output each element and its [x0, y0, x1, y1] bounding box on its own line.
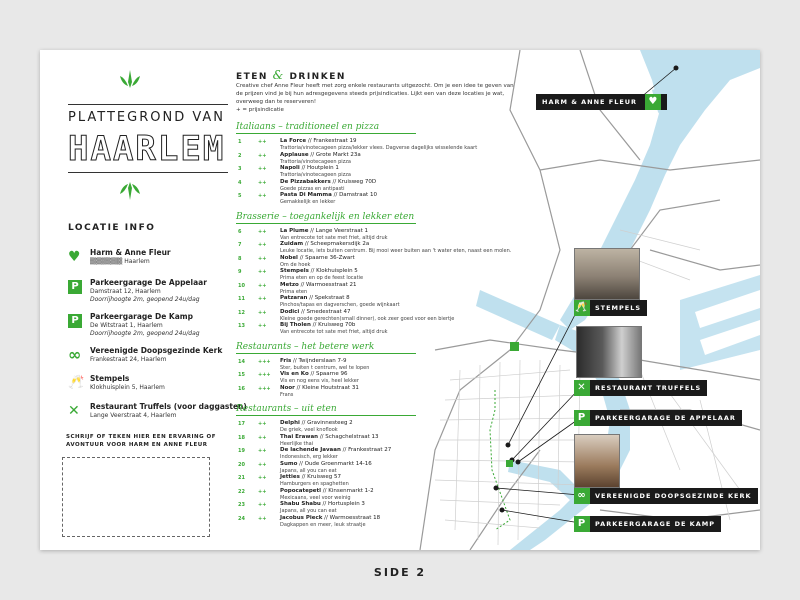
restaurant-name: Pasta Di Mamma — [280, 192, 332, 198]
restaurant-list — [236, 50, 526, 550]
parking-icon: P — [574, 410, 590, 426]
price-indicator: ++ — [258, 166, 267, 172]
location-name: Restaurant Truffels (voor daggasten) — [90, 402, 247, 411]
restaurant-name: Popocatepetl — [280, 487, 322, 494]
restaurant-number: 14 — [238, 358, 245, 365]
restaurant-row — [236, 322, 526, 336]
write-prompt: SCHRIJF OF TEKEN HIER EEN ERVARING OF AVONTUUR VOOR HARM EN ANNE FLEUR — [66, 434, 216, 448]
label-stempels[interactable] — [574, 300, 647, 316]
restaurant-address: // Kruisweg 70b — [312, 322, 356, 328]
restaurant-number: 16 — [238, 385, 245, 392]
restaurant-desc: Prima eten en op de feest locatie — [280, 275, 364, 281]
restaurant-number: 4 — [238, 179, 242, 186]
restaurant-number: 19 — [238, 448, 245, 454]
restaurant-address: // Hortusplein 3 — [322, 501, 365, 507]
restaurant-desc: Japans, all you can eat — [280, 508, 337, 514]
price-indicator: +++ — [258, 385, 271, 392]
restaurant-name: Noor — [280, 384, 295, 391]
restaurant-number: 24 — [238, 515, 245, 522]
locatie-heading: LOCATIE INFO — [68, 223, 156, 233]
cutlery-icon: ✕ — [574, 380, 590, 396]
restaurant-name: Sumo — [280, 460, 298, 467]
restaurant-number: 10 — [238, 282, 245, 289]
restaurant-address: // Damstraat 10 — [333, 192, 377, 198]
restaurant-desc: Van entrecote tot sate met friet, altijd druk — [280, 234, 388, 241]
price-indicator: ++ — [258, 502, 267, 508]
restaurant-row — [236, 295, 526, 309]
write-area[interactable] — [62, 457, 210, 537]
restaurant-name-line — [280, 385, 359, 391]
restaurant-name-line — [280, 420, 353, 426]
restaurant-address: // Lange Veerstraat 1 — [310, 227, 368, 234]
category-rule — [236, 223, 416, 224]
restaurant-desc: Vis en nog eens vis, heel lekker — [280, 378, 359, 384]
label-truffels-text: RESTAURANT TRUFFELS — [595, 384, 702, 392]
restaurant-number: 18 — [238, 434, 245, 441]
price-indicator: ++ — [258, 282, 267, 289]
restaurant-desc: Prima eten — [280, 288, 308, 295]
restaurant-name-line — [280, 474, 341, 480]
restaurant-desc: Gemakkelijk en lekker — [280, 199, 336, 205]
restaurant-number: 21 — [238, 475, 245, 481]
restaurant-desc: Pinchos/tapas en dagverschen, goede wijnkaart — [280, 302, 400, 308]
category-rule — [236, 353, 416, 354]
restaurant-name: Shabu Shabu — [280, 501, 321, 507]
restaurant-name-line — [280, 268, 358, 274]
restaurant-name: Bij Tholen — [280, 322, 311, 328]
title-city: HAARLEM — [68, 129, 226, 169]
restaurant-name: Nobel — [280, 254, 298, 261]
price-indicator: ++ — [258, 193, 267, 199]
photo-kerk — [574, 434, 620, 488]
sprout-icon — [117, 180, 143, 202]
category-title: Restaurants – uit eten — [236, 404, 337, 414]
restaurant-row — [236, 488, 526, 502]
restaurant-address: // Grote Markt 23a — [310, 151, 361, 158]
restaurant-name-line — [280, 309, 351, 315]
restaurant-name-line — [280, 295, 350, 301]
restaurant-desc: Frans — [280, 391, 294, 398]
price-legend: + = prijsindicatie — [236, 107, 284, 113]
restaurant-number: 6 — [238, 228, 242, 235]
location-address: ▒▒▒▒▒▒▒ Haarlem — [90, 258, 150, 265]
price-indicator: ++ — [258, 152, 267, 159]
restaurant-address: // Spaarne 96 — [310, 371, 348, 377]
restaurant-address: // Spekstraat 8 — [309, 295, 350, 301]
location-address: Damstraat 12, Haarlem — [90, 288, 161, 295]
photo-truffels — [576, 326, 642, 378]
restaurant-row — [236, 255, 526, 269]
restaurant-name: De lachende Javaan — [280, 447, 341, 453]
restaurant-number: 5 — [238, 193, 242, 199]
location-address: Frankestraat 24, Haarlem — [90, 356, 167, 363]
price-indicator: ++ — [258, 461, 267, 468]
price-indicator: ++ — [258, 488, 267, 495]
restaurant-name: Zuidam — [280, 241, 304, 247]
location-address: De Witstraat 1, Haarlem — [90, 322, 163, 329]
restaurant-address: // Frankestraat 27 — [342, 447, 392, 453]
restaurant-row — [236, 138, 526, 152]
restaurant-address: // Warmoesstraat 18 — [324, 514, 381, 521]
restaurant-name: Jetties — [280, 474, 300, 480]
label-home-text: HARM & ANNE FLEUR — [542, 98, 638, 106]
restaurant-address: // Schagchelstraat 13 — [319, 433, 379, 440]
restaurant-number: 2 — [238, 152, 242, 159]
restaurant-row — [236, 447, 526, 461]
restaurant-number: 22 — [238, 488, 245, 495]
restaurant-row — [236, 371, 526, 385]
price-indicator: ++ — [258, 228, 267, 235]
location-note: Doorrijhoogte 2m, geopend 24u/dag — [90, 330, 200, 337]
restaurant-name: Dodici — [280, 308, 300, 315]
restaurant-address: // Kruisweg 70D — [332, 178, 377, 185]
restaurant-name: Delphi — [280, 420, 300, 426]
section-heading — [236, 68, 346, 82]
restaurant-name: La Force — [280, 138, 307, 144]
label-kamp[interactable] — [574, 516, 721, 532]
price-indicator: ++ — [258, 242, 267, 248]
label-appelaar[interactable] — [574, 410, 742, 426]
restaurant-row — [236, 434, 526, 448]
rings-icon: ∞ — [574, 488, 590, 504]
restaurant-desc: Hamburgers en spaghetten — [280, 481, 349, 487]
restaurant-desc: Indonesisch, erg lekker — [280, 454, 338, 460]
restaurant-name: Fris — [280, 357, 292, 364]
location-address: Lange Veerstraat 4, Haarlem — [90, 412, 177, 419]
restaurant-address: // Kruisweg 57 — [301, 474, 342, 480]
restaurant-desc: Leuke locatie, iets buiten centrum. Bij mooi weer buiten aan 't water eten, naast een molen. — [280, 248, 512, 254]
restaurant-name-line — [280, 138, 357, 144]
restaurant-row — [236, 309, 526, 323]
price-indicator: +++ — [258, 372, 271, 378]
restaurant-name-line — [280, 358, 346, 364]
price-indicator: ++ — [258, 139, 267, 145]
heading-ampersand: & — [272, 68, 285, 82]
restaurant-number: 12 — [238, 309, 245, 316]
restaurant-name-line — [280, 192, 377, 198]
restaurant-number: 15 — [238, 372, 245, 378]
restaurant-name-line — [280, 165, 339, 171]
map-sheet — [40, 50, 760, 550]
price-indicator: +++ — [258, 358, 271, 365]
restaurant-name-line — [280, 179, 376, 185]
restaurant-row — [236, 152, 526, 166]
category-title: Restaurants – het betere werk — [236, 341, 375, 352]
restaurant-row — [236, 515, 526, 529]
price-indicator: ++ — [258, 448, 267, 454]
location-name: Parkeergarage De Kamp — [90, 312, 193, 321]
location-note: Doorrijhoogte 2m, geopend 24u/dag — [90, 296, 200, 303]
sprout-icon — [117, 68, 143, 90]
label-kerk[interactable] — [574, 488, 758, 504]
restaurant-desc: Ster, buiten t centrum, wel te lopen — [280, 364, 370, 371]
restaurant-number: 7 — [238, 242, 242, 248]
restaurant-name-line — [280, 152, 361, 158]
intro-text — [236, 82, 521, 114]
rings-icon: ∞ — [68, 345, 82, 364]
restaurant-name: Thai Erawan — [280, 433, 319, 440]
category-title: Brasserie – toegankelijk en lekker eten — [236, 211, 415, 222]
parking-icon: P — [574, 516, 590, 532]
price-indicator: ++ — [258, 323, 267, 329]
location-name: Vereenigde Doopsgezinde Kerk — [90, 346, 223, 355]
restaurant-address: // Kinsenmarkt 1-2 — [322, 487, 374, 494]
parking-icon: P — [68, 314, 82, 328]
restaurant-row — [236, 165, 526, 179]
restaurant-row — [236, 268, 526, 282]
category-rule — [236, 415, 416, 416]
restaurant-desc: Goede pizzas en antipasti — [280, 185, 345, 192]
price-indicator: ++ — [258, 269, 267, 275]
restaurant-name: La Plume — [280, 227, 309, 234]
parking-icon: P — [68, 280, 82, 294]
restaurant-number: 13 — [238, 323, 245, 329]
restaurant-address: // Smedestraat 47 — [301, 308, 351, 315]
restaurant-address: // Scheepmakersdijk 2a — [304, 241, 370, 247]
restaurant-row — [236, 358, 526, 372]
restaurant-row — [236, 474, 526, 488]
restaurant-address: // Frankestraat 19 — [307, 138, 357, 144]
restaurant-address: // Houtplein 1 — [301, 165, 339, 171]
restaurant-number: 17 — [238, 421, 245, 427]
restaurant-number: 9 — [238, 269, 242, 275]
location-name: Harm & Anne Fleur — [90, 248, 171, 257]
cutlery-icon: ✕ — [68, 403, 80, 419]
restaurant-desc: Dagkappen en meer, leuk straatje — [280, 521, 366, 528]
restaurant-desc: Heerlijke thai — [280, 440, 314, 447]
restaurant-row — [236, 501, 526, 515]
label-stempels-text: STEMPELS — [595, 304, 642, 312]
restaurant-address: // Warmoesstraat 21 — [300, 281, 357, 288]
restaurant-name: Jacobus Pieck — [280, 514, 323, 521]
restaurant-name-line — [280, 488, 374, 494]
restaurant-name-line — [280, 461, 372, 467]
restaurant-row — [236, 179, 526, 193]
restaurant-desc: Mexicaans, veel voor weinig — [280, 494, 351, 501]
restaurant-row — [236, 420, 526, 434]
restaurant-desc: Japans, all you can eat — [280, 467, 337, 474]
restaurant-address: // Kleine Houtstraat 31 — [296, 384, 359, 391]
restaurant-address: // Oude Groenmarkt 14-16 — [299, 460, 372, 467]
restaurant-address: // Klokhuisplein 5 — [310, 268, 358, 274]
restaurant-number: 20 — [238, 461, 245, 468]
restaurant-row — [236, 461, 526, 475]
restaurant-name-line — [280, 501, 365, 507]
location-name: Parkeergarage De Appelaar — [90, 278, 207, 287]
restaurant-address: // Spaarne 36-Zwart — [299, 254, 355, 261]
glasses-icon: 🥂 — [574, 300, 590, 316]
category-title: Italiaans – traditioneel en pizza — [236, 122, 380, 132]
restaurant-desc: Kleine goede gerechten(small dinner), ook zeer goed voor een biertje — [280, 315, 455, 322]
restaurant-name: Napoli — [280, 165, 300, 171]
price-indicator: ++ — [258, 475, 267, 481]
restaurant-number: 8 — [238, 255, 242, 262]
label-kerk-text: VEREENIGDE DOOPSGEZINDE KERK — [595, 492, 752, 500]
price-indicator: ++ — [258, 179, 267, 186]
restaurant-name-line — [280, 282, 357, 288]
restaurant-name: Metzo — [280, 281, 299, 288]
restaurant-name: Applause — [280, 151, 309, 158]
location-name: Stempels — [90, 374, 130, 383]
restaurant-number: 3 — [238, 166, 242, 172]
heading-part: DRINKEN — [289, 72, 346, 82]
restaurant-name-line — [280, 322, 355, 328]
restaurant-name-line — [280, 241, 369, 247]
restaurant-name-line — [280, 447, 391, 453]
side-label: SIDE 2 — [373, 566, 427, 579]
restaurant-name: Patzaran — [280, 295, 308, 301]
restaurant-name: De Pizzabakkers — [280, 178, 331, 185]
location-address: Klokhuisplein 5, Haarlem — [90, 384, 165, 391]
restaurant-desc: Trattoria/vinotecageen pizza/lekker vlees. Dagverse dagelijks wisselende kaart — [280, 145, 478, 151]
restaurant-desc: Trattoria/vinotecageen pizza — [280, 172, 351, 178]
restaurant-name-line — [280, 371, 347, 377]
restaurant-address: // Gravinnesteeg 2 — [301, 420, 353, 426]
restaurant-name: Stempels — [280, 268, 309, 274]
price-indicator: ++ — [258, 515, 267, 522]
restaurant-name-line — [280, 228, 368, 234]
restaurant-row — [236, 192, 526, 206]
restaurant-number: 23 — [238, 502, 245, 508]
restaurant-desc: De griek, veel knoflook — [280, 427, 338, 433]
restaurant-row — [236, 385, 526, 399]
title-top: PLATTEGROND VAN — [68, 110, 226, 125]
label-home[interactable] — [536, 94, 667, 110]
restaurant-desc: Trattoria/vinotecageen pizza — [280, 158, 351, 165]
restaurant-name-line — [280, 515, 380, 521]
photo-stempels — [574, 248, 640, 300]
restaurant-name: Vis en Ko — [280, 371, 309, 377]
label-truffels[interactable] — [574, 380, 707, 396]
restaurant-number: 1 — [238, 139, 242, 145]
restaurant-desc: Om de hoek — [280, 261, 311, 268]
restaurant-row — [236, 228, 526, 242]
restaurant-row — [236, 282, 526, 296]
label-kamp-text: PARKEERGARAGE DE KAMP — [595, 520, 715, 528]
restaurant-address: // Twijnderslaan 7-9 — [293, 357, 347, 364]
heart-icon: ♥ — [645, 94, 661, 110]
title-rule-bottom — [68, 172, 228, 173]
category-rule — [236, 133, 416, 134]
title-rule-top — [68, 104, 228, 105]
glasses-icon: 🥂 — [68, 375, 85, 390]
label-appelaar-text: PARKEERGARAGE DE APPELAAR — [595, 414, 736, 422]
restaurant-desc: Van entrecote tot sate met friet, altijd druk — [280, 329, 388, 335]
intro-body: Creative chef Anne Fleur heeft met zorg enkele restaurants uitgezocht. Om je een idee te geven van de prijzen vind je bij hun adresgegevens steeds prijsindicaties. Lijkt een van deze locaties je wat, overweeg dan te reserveren! — [236, 83, 514, 105]
restaurant-name-line — [280, 255, 355, 261]
restaurant-name-line — [280, 434, 379, 440]
price-indicator: ++ — [258, 255, 267, 262]
heart-icon: ♥ — [68, 249, 81, 265]
price-indicator: ++ — [258, 309, 267, 316]
heading-part: ETEN — [236, 72, 268, 82]
restaurant-row — [236, 241, 526, 255]
price-indicator: ++ — [258, 434, 267, 441]
price-indicator: ++ — [258, 296, 267, 302]
price-indicator: ++ — [258, 421, 267, 427]
restaurant-number: 11 — [238, 296, 245, 302]
